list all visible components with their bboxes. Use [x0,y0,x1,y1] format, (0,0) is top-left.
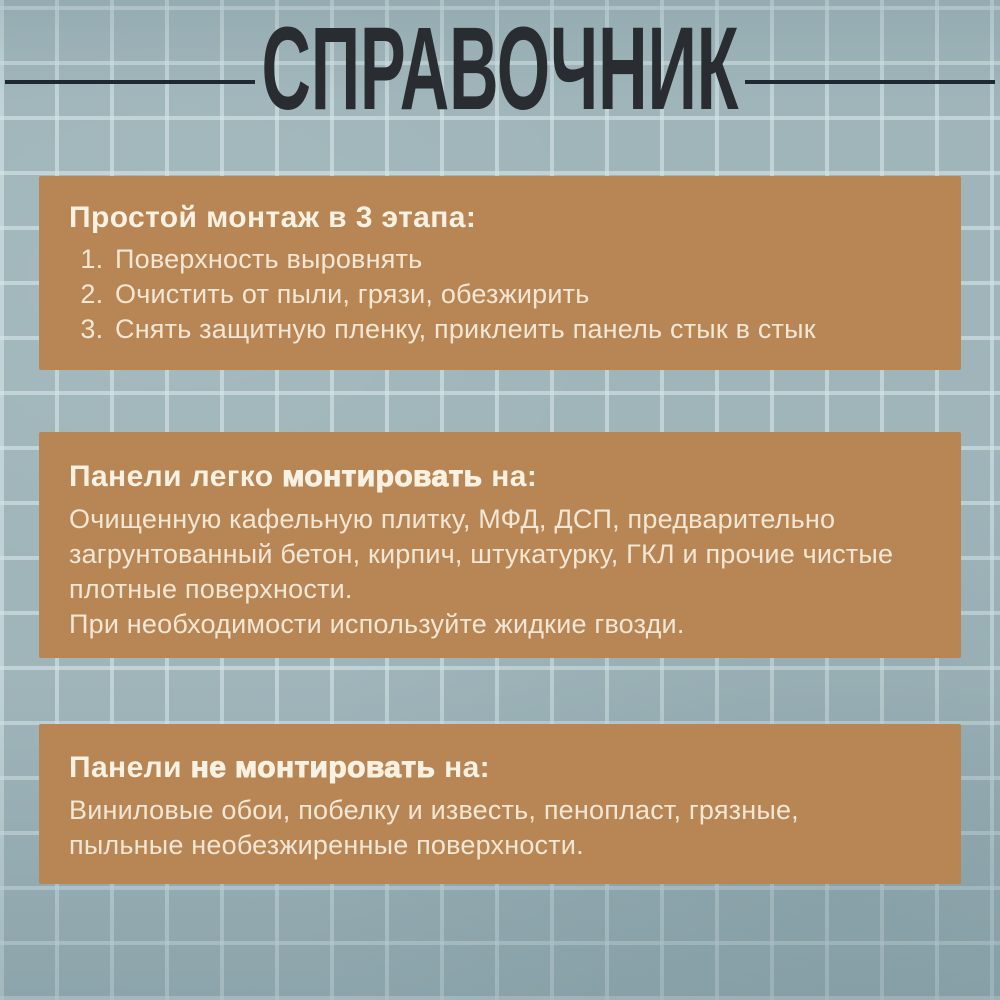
body-text-line: Виниловые обои, побелку и известь, пенопласт, грязные, [69,795,799,825]
heading-text-suffix: на: [482,460,538,493]
heading-text: Панели [69,751,191,784]
heading-strong-text: монтировать [282,460,483,493]
unsuitable-surfaces-heading [69,724,931,786]
step-item: 2. Очистить от пыли, грязи, обезжирить [111,277,931,312]
installation-steps-list [69,242,931,347]
heading-text: Панели легко [69,460,283,493]
step-item: 3. Снять защитную пленку, приклеить панель стык в стык [111,312,931,347]
body-text-line: Очищенную кафельную плитку, МФД, ДСП, предварительно [69,504,836,534]
heading-strong-text: не монтировать [190,751,436,784]
installation-steps-heading [69,176,931,236]
suitable-surfaces-body [69,502,931,642]
page-title: СПРАВОЧНИК [261,3,739,135]
body-text-line: пыльные необезжиренные поверхности. [69,830,584,860]
step-item: 1. Поверхность выровнять [111,242,931,277]
panel-installation-steps [39,176,961,370]
unsuitable-surfaces-body [69,793,931,863]
body-text-line: При необходимости используйте жидкие гвозди. [69,609,685,639]
heading-text-suffix: на: [435,751,491,784]
body-text-line: загрунтованный бетон, кирпич, штукатурку, ГКЛ и прочие чистые [69,539,894,569]
heading-text: Простой монтаж в 3 этапа: [69,201,477,234]
body-text-line: плотные поверхности. [69,574,353,604]
panel-unsuitable-surfaces [39,724,961,884]
suitable-surfaces-heading [69,432,931,495]
panel-suitable-surfaces [39,432,961,658]
